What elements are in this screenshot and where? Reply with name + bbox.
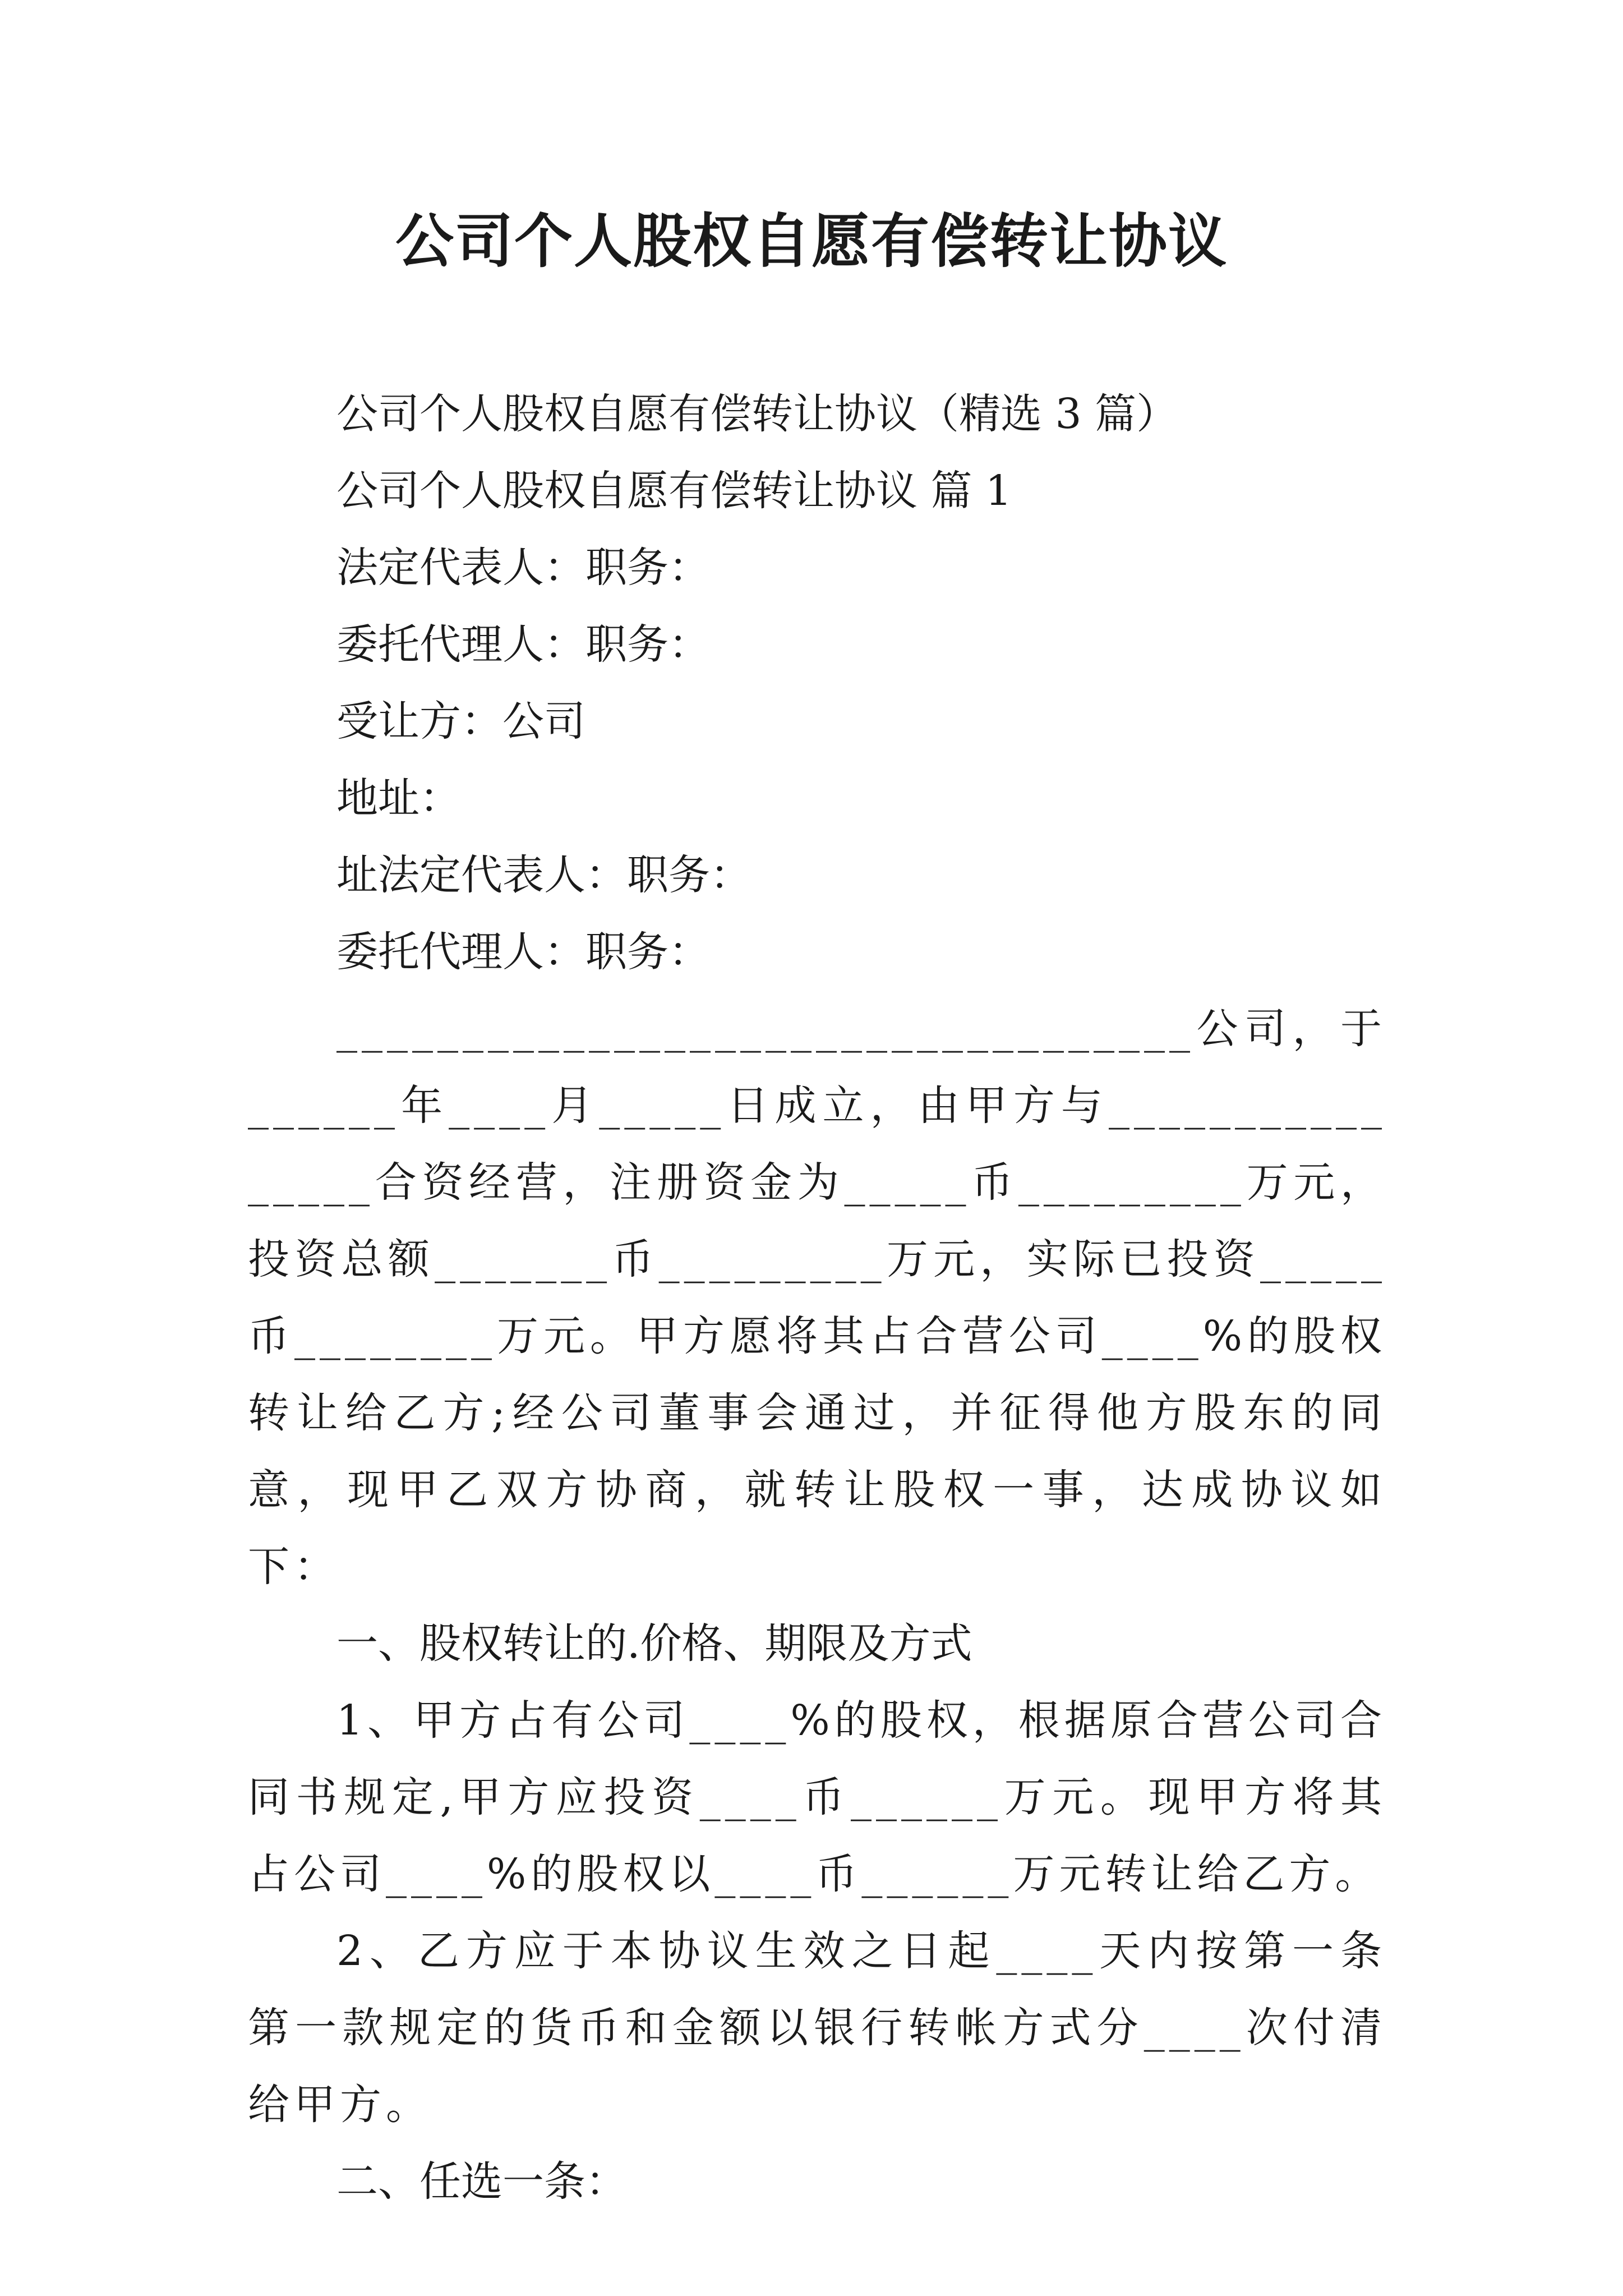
section-heading-price-term: 一、股权转让的.价格、期限及方式 (336, 1619, 972, 1668)
field-transferee: 受让方：公司 (336, 697, 585, 746)
field-legal-representative: 法定代表人：职务： (336, 544, 710, 592)
section-heading-part-1: 公司个人股权自愿有偿转让协议 篇 1 (336, 467, 1012, 515)
intro-paragraph: __________________________________公司，于______年____月_____日成立，由甲方与________________合资经营，注册资金为_____币_________万元，投资总额_______币_________万元，实际已投资_____币________万元。甲方愿将其占合营公司____%的股权转让给乙方;经公司董事会通过，并征得他方股东的同意，现甲乙双方协商，就转让股权一事，达成协议如下： (248, 1005, 1386, 1591)
clause-2: 2、乙方应于本协议生效之日起____天内按第一条第一款规定的货币和金额以银行转帐方式分____次付清给甲方。 (248, 1927, 1386, 2129)
field-authorized-agent: 委托代理人：职务： (336, 620, 710, 669)
clause-1: 1、甲方占有公司____%的股权，根据原合营公司合同书规定,甲方应投资____币______万元。现甲方将其占公司____%的股权以____币______万元转让给乙方。 (248, 1696, 1386, 1898)
field-legal-representative-2: 址法定代表人：职务： (336, 851, 751, 899)
field-address: 地址： (336, 774, 461, 822)
document-subtitle: 公司个人股权自愿有偿转让协议（精选 3 篇） (336, 390, 1178, 438)
document-title: 公司个人股权自愿有偿转让协议 (395, 206, 1228, 275)
document-body (248, 376, 1386, 2220)
section-heading-choose-one: 二、任选一条： (336, 2157, 627, 2206)
field-authorized-agent-2: 委托代理人：职务： (336, 928, 710, 976)
